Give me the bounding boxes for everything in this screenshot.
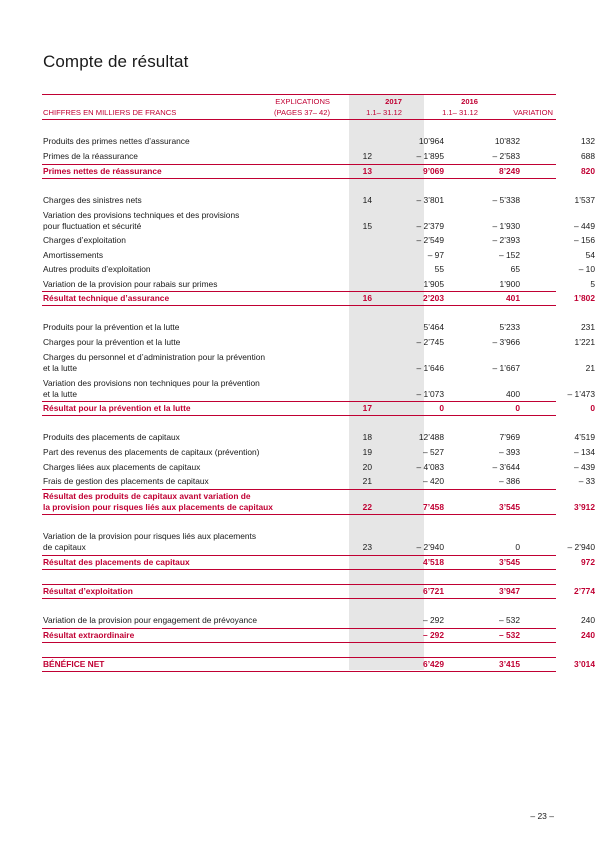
value-variation: 688 [581, 151, 595, 161]
note-reference: 18 [362, 432, 372, 442]
total-rule-top [42, 555, 556, 556]
total-rule-bottom [42, 569, 556, 570]
value-2016: 0 [515, 403, 520, 413]
total-rule-bottom [42, 598, 556, 599]
total-rule-top [42, 489, 556, 490]
value-2017: – 1’895 [416, 151, 444, 161]
value-2016: 3’415 [499, 659, 520, 669]
header-top-rule [42, 94, 556, 95]
row-label: Résultat des produits de capitaux avant variation de [43, 491, 251, 501]
row-label: Primes nettes de réassurance [43, 166, 162, 176]
column-header-notes: EXPLICATIONS [275, 97, 330, 106]
value-variation: 1’537 [574, 195, 595, 205]
note-reference: 17 [362, 403, 372, 413]
value-2016: 401 [506, 293, 520, 303]
value-2016: 7’969 [499, 432, 520, 442]
row-label: Autres produits d’exploitation [43, 264, 151, 274]
value-variation: – 439 [574, 462, 595, 472]
value-variation: 2’774 [574, 586, 595, 596]
value-2017: – 2’379 [416, 221, 444, 231]
row-label: Charges liées aux placements de capitaux [43, 462, 201, 472]
total-rule-bottom [42, 671, 556, 672]
row-label: Résultat technique d’assurance [43, 293, 170, 303]
row-label: Produits pour la prévention et la lutte [43, 322, 180, 332]
value-2016: 0 [515, 542, 520, 552]
value-variation: 54 [585, 250, 595, 260]
value-variation: – 1’473 [567, 389, 595, 399]
total-rule-top [42, 291, 556, 292]
note-reference: 14 [362, 195, 372, 205]
value-variation: – 156 [574, 235, 595, 245]
row-label: Variation de la provision pour engagement de prévoyance [43, 615, 258, 625]
value-2016: – 2’393 [492, 235, 520, 245]
value-2016: 1’900 [499, 279, 520, 289]
value-variation: 240 [581, 615, 595, 625]
value-2016: – 152 [499, 250, 520, 260]
value-2017: – 292 [423, 630, 444, 640]
value-2017: 4’518 [423, 557, 444, 567]
note-reference: 19 [362, 447, 372, 457]
row-label: Résultat d’exploitation [43, 586, 133, 596]
value-variation: 1’221 [574, 337, 595, 347]
value-2017: – 2’745 [416, 337, 444, 347]
column-header-label: CHIFFRES EN MILLIERS DE FRANCS [43, 108, 177, 117]
header-bottom-rule [42, 119, 556, 120]
value-2016: – 532 [499, 630, 520, 640]
value-2016: – 386 [499, 476, 520, 486]
value-2017: 12’488 [418, 432, 444, 442]
row-label: Variation de la provision pour risques liés aux placements [43, 531, 257, 541]
note-reference: 22 [362, 502, 372, 512]
row-label: Charges des sinistres nets [43, 195, 142, 205]
value-variation: – 10 [578, 264, 595, 274]
row-label: Part des revenus des placements de capitaux (prévention) [43, 447, 260, 457]
row-label: Charges d’exploitation [43, 235, 126, 245]
row-label: Charges pour la prévention et la lutte [43, 337, 181, 347]
row-label-continued: la provision pour risques liés aux placements de capitaux [43, 502, 273, 512]
row-label: Résultat extraordinaire [43, 630, 135, 640]
row-label: Frais de gestion des placements de capitaux [43, 476, 209, 486]
value-2016: 5’233 [499, 322, 520, 332]
column-header-2016: 2016 [461, 97, 478, 106]
total-rule-top [42, 401, 556, 402]
row-label: Produits des placements de capitaux [43, 432, 180, 442]
value-variation: 1’802 [574, 293, 595, 303]
value-2016: – 1’930 [492, 221, 520, 231]
row-label: Variation des provisions techniques et des provisions [43, 210, 240, 220]
note-reference: 23 [362, 542, 372, 552]
row-label: Produits des primes nettes d’assurance [43, 136, 190, 146]
row-label: Résultat des placements de capitaux [43, 557, 190, 567]
value-2016: 10’832 [494, 136, 520, 146]
value-2017: 55 [434, 264, 444, 274]
row-label-continued: et la lutte [43, 389, 77, 399]
total-rule-bottom [42, 642, 556, 643]
page-number: – 23 – [530, 811, 554, 821]
value-2017: – 2’940 [416, 542, 444, 552]
row-label-continued: et la lutte [43, 363, 77, 373]
value-variation: – 33 [578, 476, 595, 486]
value-2016: – 532 [499, 615, 520, 625]
value-2017: – 97 [427, 250, 444, 260]
value-variation: 4’519 [574, 432, 595, 442]
column-header-2016-period: 1.1– 31.12 [442, 108, 478, 117]
value-2017: – 420 [423, 476, 444, 486]
value-2016: – 3’966 [492, 337, 520, 347]
row-label: Amortissements [43, 250, 104, 260]
value-2017: – 1’646 [416, 363, 444, 373]
value-2017: 7’458 [423, 502, 444, 512]
value-2016: – 5’338 [492, 195, 520, 205]
row-label: Primes de la réassurance [43, 151, 138, 161]
column-header-2017-period: 1.1– 31.12 [366, 108, 402, 117]
value-variation: 3’912 [574, 502, 595, 512]
total-rule-top [42, 628, 556, 629]
note-reference: 15 [362, 221, 372, 231]
total-rule-bottom [42, 178, 556, 179]
value-variation: 231 [581, 322, 595, 332]
total-rule-bottom [42, 305, 556, 306]
value-2016: – 2’583 [492, 151, 520, 161]
value-variation: – 449 [574, 221, 595, 231]
value-2017: 1’905 [423, 279, 444, 289]
row-label: Charges du personnel et d’administration pour la prévention [43, 352, 266, 362]
row-label: BÉNÉFICE NET [43, 659, 105, 669]
value-2017: – 527 [423, 447, 444, 457]
value-2016: – 1’667 [492, 363, 520, 373]
note-reference: 16 [362, 293, 372, 303]
value-2017: – 292 [423, 615, 444, 625]
value-variation: 3’014 [574, 659, 595, 669]
value-2017: – 2’549 [416, 235, 444, 245]
column-header-notes-pages: (PAGES 37– 42) [274, 108, 330, 117]
value-2017: 10’964 [418, 136, 444, 146]
value-2017: 6’429 [423, 659, 444, 669]
value-2016: 8’249 [499, 166, 520, 176]
value-variation: – 134 [574, 447, 595, 457]
total-rule-top [42, 164, 556, 165]
value-2017: 5’464 [423, 322, 444, 332]
value-variation: 132 [581, 136, 595, 146]
value-2017: 9’069 [423, 166, 444, 176]
value-2016: – 3’644 [492, 462, 520, 472]
total-rule-top [42, 657, 556, 658]
value-variation: 972 [581, 557, 595, 567]
total-rule-bottom [42, 415, 556, 416]
value-2017: – 1’073 [416, 389, 444, 399]
column-header-variation: VARIATION [513, 108, 553, 117]
value-2017: – 4’083 [416, 462, 444, 472]
row-label-continued: pour fluctuation et sécurité [43, 221, 142, 231]
value-2016: 3’545 [499, 557, 520, 567]
value-2016: 400 [506, 389, 520, 399]
value-2017: – 3’801 [416, 195, 444, 205]
value-variation: 5 [590, 279, 595, 289]
value-2017: 6’721 [423, 586, 444, 596]
value-2017: 0 [439, 403, 444, 413]
row-label: Variation des provisions non techniques pour la prévention [43, 378, 260, 388]
note-reference: 13 [362, 166, 372, 176]
value-2016: 3’947 [499, 586, 520, 596]
row-label: Variation de la provision pour rabais sur primes [43, 279, 218, 289]
note-reference: 20 [362, 462, 372, 472]
total-rule-bottom [42, 514, 556, 515]
column-header-2017: 2017 [385, 97, 402, 106]
value-2016: – 393 [499, 447, 520, 457]
note-reference: 12 [362, 151, 372, 161]
row-label-continued: de capitaux [43, 542, 86, 552]
value-2016: 65 [510, 264, 520, 274]
row-label: Résultat pour la prévention et la lutte [43, 403, 191, 413]
note-reference: 21 [362, 476, 372, 486]
total-rule-top [42, 584, 556, 585]
value-2016: 3’545 [499, 502, 520, 512]
value-variation: 820 [581, 166, 595, 176]
value-variation: 240 [581, 630, 595, 640]
value-variation: 0 [590, 403, 595, 413]
value-variation: 21 [585, 363, 595, 373]
page-title: Compte de résultat [43, 52, 189, 71]
value-2017: 2’203 [423, 293, 444, 303]
value-variation: – 2’940 [567, 542, 595, 552]
